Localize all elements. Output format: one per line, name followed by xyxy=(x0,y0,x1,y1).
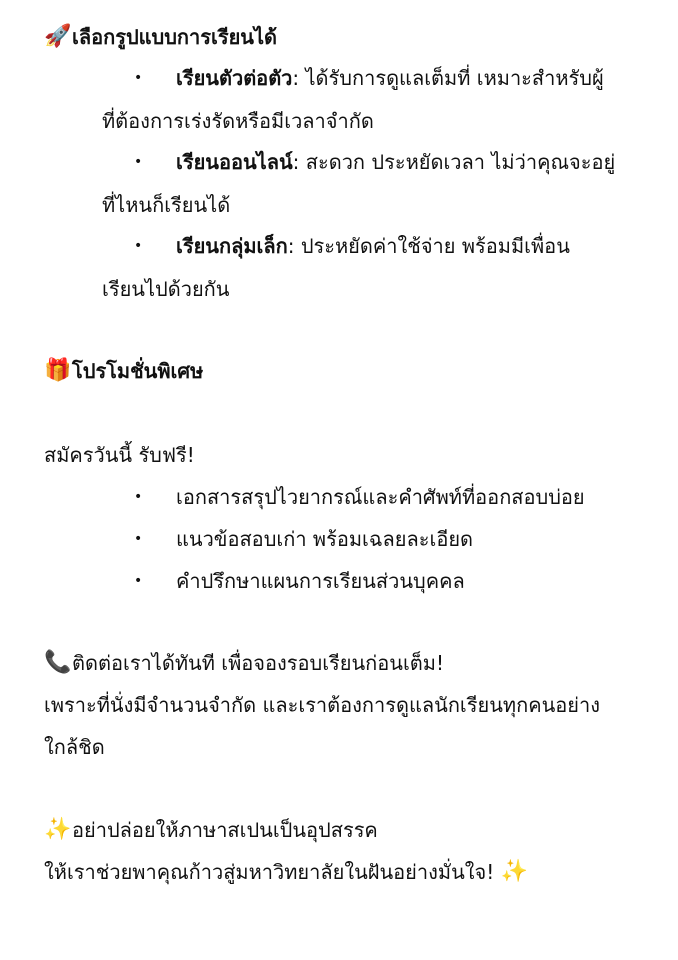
bullet-marker: • xyxy=(134,70,143,86)
list-item-desc: : ประหยัดค่าใช้จ่าย พร้อมมีเพื่อน xyxy=(287,234,570,258)
contact-line-3: ใกล้ชิด xyxy=(44,735,105,759)
list-item-private-cont: ที่ต้องการเร่งรัดหรือมีเวลาจำกัด xyxy=(102,109,374,133)
contact-line-1 xyxy=(44,649,444,677)
bullet-marker: • xyxy=(134,154,143,170)
contact-cta: ติดต่อเราได้ทันที เพื่อจองรอบเรียนก่อนเต็ม! xyxy=(72,651,444,675)
bullet-marker: • xyxy=(134,573,143,589)
promotion-title: โปรโมชั่นพิเศษ xyxy=(72,359,204,383)
closing-line-1 xyxy=(44,816,378,844)
learning-format-title: เลือกรูปแบบการเรียนได้ xyxy=(72,25,278,49)
bullet-marker: • xyxy=(134,238,143,254)
promo-item: แนวข้อสอบเก่า พร้อมเฉลยละเอียด xyxy=(176,527,474,551)
sparkles-icon: ✨ xyxy=(500,859,529,884)
bullet-marker: • xyxy=(134,531,143,547)
list-item-term: เรียนกลุ่มเล็ก xyxy=(176,234,288,258)
learning-format-heading xyxy=(44,23,277,51)
list-item-group-cont: เรียนไปด้วยกัน xyxy=(102,277,230,301)
list-item-group xyxy=(176,232,570,260)
closing-message: ให้เราช่วยพาคุณก้าวสู่มหาวิทยาลัยในฝันอย่างมั่นใจ! xyxy=(44,860,495,884)
list-item-desc: : สะดวก ประหยัดเวลา ไม่ว่าคุณจะอยู่ xyxy=(292,150,616,174)
contact-line-2: เพราะที่นั่งมีจำนวนจำกัด และเราต้องการดูแลนักเรียนทุกคนอย่าง xyxy=(44,693,600,717)
closing-line-2 xyxy=(44,858,529,886)
promo-item: คำปรึกษาแผนการเรียนส่วนบุคคล xyxy=(176,569,465,593)
promotion-heading xyxy=(44,357,203,385)
promo-item: เอกสารสรุปไวยากรณ์และคำศัพท์ที่ออกสอบบ่อย xyxy=(176,485,585,509)
list-item-term: เรียนออนไลน์ xyxy=(176,150,293,174)
list-item-online-cont: ที่ไหนก็เรียนได้ xyxy=(102,193,231,217)
closing-motto: อย่าปล่อยให้ภาษาสเปนเป็นอุปสรรค xyxy=(72,818,378,842)
list-item-online xyxy=(176,148,615,176)
bullet-marker: • xyxy=(134,489,143,505)
sparkles-icon: ✨ xyxy=(44,817,72,842)
promotion-intro: สมัครวันนี้ รับฟรี! xyxy=(44,443,195,467)
list-item-term: เรียนตัวต่อตัว xyxy=(176,66,293,90)
rocket-icon: 🚀 xyxy=(44,24,72,49)
gift-icon: 🎁 xyxy=(44,358,72,383)
phone-icon: 📞 xyxy=(44,650,72,675)
list-item-desc: : ได้รับการดูแลเต็มที่ เหมาะสำหรับผู้ xyxy=(292,66,604,90)
list-item-private xyxy=(176,64,604,92)
